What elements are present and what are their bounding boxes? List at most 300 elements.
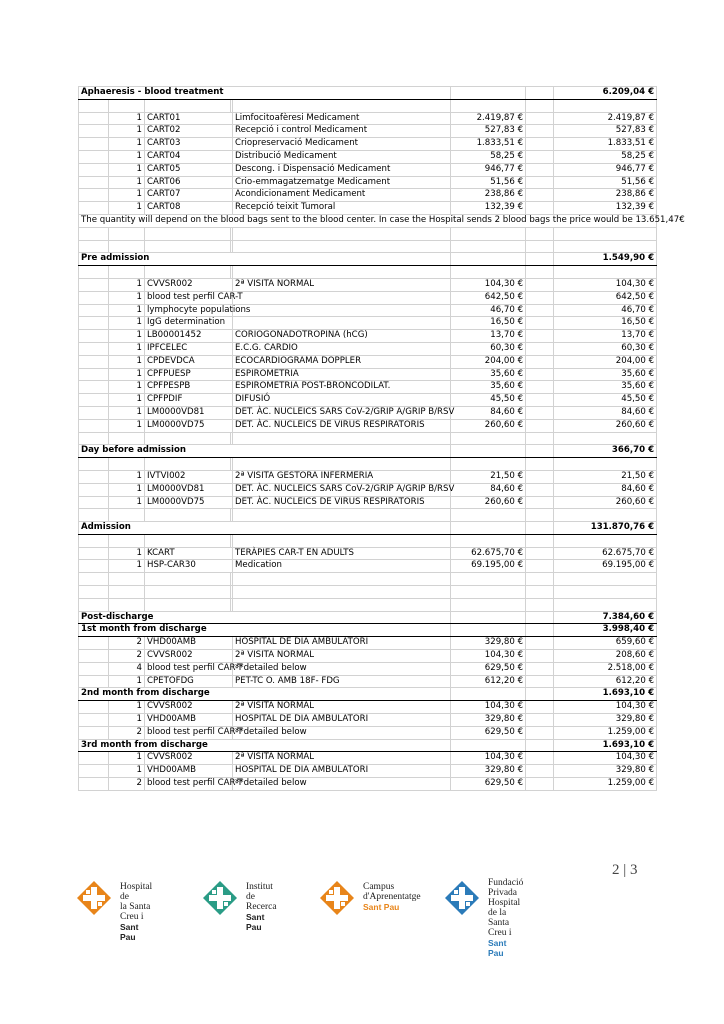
table-row	[79, 752, 657, 765]
empty-cell	[451, 240, 526, 253]
empty-cell	[526, 278, 554, 291]
empty-cell	[109, 99, 145, 112]
empty-cell	[526, 778, 554, 791]
logo-institut-line-2: de Recerca	[246, 892, 277, 912]
empty-cell	[526, 342, 554, 355]
empty-cell	[451, 688, 526, 701]
empty-cell	[526, 432, 554, 445]
section-total: 3.998,40 €	[554, 624, 657, 637]
quantity-cell: 1	[109, 150, 145, 163]
amount-cell: 84,60 €	[554, 483, 657, 496]
unit-price-cell: 132,39 €	[451, 202, 526, 215]
description-cell	[233, 304, 451, 317]
empty-cell	[145, 432, 231, 445]
description-cell: PET-TC O. AMB 18F- FDG	[233, 675, 451, 688]
empty-cell	[526, 662, 554, 675]
empty-cell	[526, 560, 554, 573]
table-row	[79, 406, 657, 419]
empty-cell	[526, 470, 554, 483]
empty-cell	[79, 765, 109, 778]
unit-price-cell: 527,83 €	[451, 125, 526, 138]
unit-price-cell: 329,80 €	[451, 714, 526, 727]
quantity-cell: 2	[109, 637, 145, 650]
empty-cell	[109, 573, 145, 586]
description-cell: ESPIROMETRIA	[233, 368, 451, 381]
hospital-cross-logo-icon	[76, 880, 112, 916]
empty-cell	[526, 304, 554, 317]
amount-cell: 204,00 €	[554, 355, 657, 368]
table-row	[79, 637, 657, 650]
table-row	[79, 650, 657, 663]
table-row	[79, 381, 657, 394]
empty-cell	[451, 253, 526, 266]
empty-cell	[79, 573, 109, 586]
blank-row	[79, 240, 657, 253]
logo-fundacio-line-1: Fundació	[488, 878, 524, 888]
empty-cell	[79, 496, 109, 509]
unit-price-cell: 45,50 €	[451, 394, 526, 407]
description-cell: HOSPITAL DE DIA AMBULATORI	[233, 637, 451, 650]
amount-cell: 21,50 €	[554, 470, 657, 483]
empty-cell	[526, 163, 554, 176]
description-cell: 2ª VISITA NORMAL	[233, 752, 451, 765]
table-row	[79, 189, 657, 202]
description-cell: ESPIROMETRIA POST-BRONCODILAT.	[233, 381, 451, 394]
description-cell: 2ª VISITA NORMAL	[233, 701, 451, 714]
empty-cell	[79, 752, 109, 765]
table-row	[79, 138, 657, 151]
table-row	[79, 675, 657, 688]
code-cell: HSP-CAR30	[145, 560, 233, 573]
quantity-cell: 1	[109, 342, 145, 355]
empty-cell	[526, 726, 554, 739]
empty-cell	[79, 406, 109, 419]
table-row	[79, 470, 657, 483]
code-cell: VHD00AMB	[145, 714, 233, 727]
empty-cell	[554, 586, 657, 599]
quantity-cell: 1	[109, 330, 145, 343]
empty-cell	[145, 227, 231, 240]
empty-cell	[233, 227, 451, 240]
empty-cell	[526, 458, 554, 471]
table-row	[79, 547, 657, 560]
empty-cell	[79, 662, 109, 675]
code-cell: CART02	[145, 125, 233, 138]
empty-cell	[79, 650, 109, 663]
code-cell: CART03	[145, 138, 233, 151]
unit-price-cell: 204,00 €	[451, 355, 526, 368]
unit-price-cell: 35,60 €	[451, 368, 526, 381]
table-row	[79, 701, 657, 714]
empty-cell	[451, 509, 526, 522]
table-row	[79, 355, 657, 368]
section-label: Post-discharge	[79, 611, 451, 624]
unit-price-cell: 62.675,70 €	[451, 547, 526, 560]
table-row	[79, 112, 657, 125]
code-cell: CVVSR002	[145, 701, 233, 714]
logo-campus-tag: Sant Pau	[363, 902, 400, 912]
description-cell: ECOCARDIOGRAMA DOPPLER	[233, 355, 451, 368]
empty-cell	[526, 547, 554, 560]
unit-price-cell: 13,70 €	[451, 330, 526, 343]
table-row	[79, 163, 657, 176]
empty-cell	[79, 637, 109, 650]
empty-cell	[79, 586, 109, 599]
code-cell: CPFPDIF	[145, 394, 233, 407]
empty-cell	[79, 304, 109, 317]
empty-cell	[451, 99, 526, 112]
empty-cell	[233, 432, 451, 445]
section-label: Pre admission	[79, 253, 451, 266]
empty-cell	[79, 112, 109, 125]
quantity-cell: 1	[109, 189, 145, 202]
description-cell	[233, 291, 451, 304]
empty-cell	[526, 176, 554, 189]
amount-cell: 45,50 €	[554, 394, 657, 407]
logo-fundacio-line-2: Privada Hospital	[488, 888, 521, 908]
quantity-cell: 1	[109, 112, 145, 125]
logo-hospital-line-1: Hospital de	[120, 882, 153, 902]
quantity-cell: 1	[109, 304, 145, 317]
logo-campus-line-2: d'Aprenentatge	[363, 892, 421, 902]
empty-cell	[526, 240, 554, 253]
amount-cell: 260,60 €	[554, 419, 657, 432]
logo-hospital-tag: Sant Pau	[120, 922, 139, 942]
code-cell: CVVSR002	[145, 752, 233, 765]
table-row	[79, 765, 657, 778]
page-number: 2 | 3	[612, 862, 638, 878]
empty-cell	[526, 202, 554, 215]
empty-cell	[79, 483, 109, 496]
quantity-cell: 1	[109, 278, 145, 291]
amount-cell: 260,60 €	[554, 496, 657, 509]
quantity-cell: 1	[109, 701, 145, 714]
empty-cell	[109, 227, 145, 240]
amount-cell: 659,60 €	[554, 637, 657, 650]
empty-cell	[451, 87, 526, 100]
quantity-cell: 1	[109, 406, 145, 419]
empty-cell	[79, 176, 109, 189]
description-cell: DET. ÀC. NUCLEICS SARS CoV-2/GRIP A/GRIP B/RSV	[233, 406, 451, 419]
amount-cell: 208,60 €	[554, 650, 657, 663]
section-label: Aphaeresis - blood treatment	[79, 87, 451, 100]
section-label: 1st month from discharge	[79, 624, 451, 637]
institut-cross-logo-icon	[202, 880, 238, 916]
unit-price-cell: 612,20 €	[451, 675, 526, 688]
subsection-header-row	[79, 739, 657, 752]
subsection-header-row	[79, 688, 657, 701]
quantity-cell: 2	[109, 726, 145, 739]
empty-cell	[526, 291, 554, 304]
empty-cell	[526, 509, 554, 522]
blank-row	[79, 534, 657, 547]
empty-cell	[79, 560, 109, 573]
section-total: 1.693,10 €	[554, 739, 657, 752]
unit-price-cell: 84,60 €	[451, 406, 526, 419]
unit-price-cell: 629,50 €	[451, 778, 526, 791]
empty-cell	[233, 458, 451, 471]
unit-price-cell: 329,80 €	[451, 765, 526, 778]
code-cell: blood test perfil CAR-T	[145, 291, 233, 304]
description-cell: 2ª VISITA GESTORA INFERMERIA	[233, 470, 451, 483]
section-total: 1.693,10 €	[554, 688, 657, 701]
unit-price-cell: 2.419,87 €	[451, 112, 526, 125]
empty-cell	[79, 355, 109, 368]
empty-cell	[526, 266, 554, 279]
empty-cell	[451, 534, 526, 547]
empty-cell	[526, 739, 554, 752]
amount-cell: 84,60 €	[554, 406, 657, 419]
amount-cell: 132,39 €	[554, 202, 657, 215]
description-cell: **detailed below	[233, 662, 451, 675]
empty-cell	[79, 509, 109, 522]
unit-price-cell: 260,60 €	[451, 419, 526, 432]
empty-cell	[451, 445, 526, 458]
quantity-cell: 1	[109, 547, 145, 560]
quantity-cell: 1	[109, 163, 145, 176]
empty-cell	[554, 432, 657, 445]
empty-cell	[79, 342, 109, 355]
empty-cell	[79, 675, 109, 688]
amount-cell: 35,60 €	[554, 368, 657, 381]
quantity-cell: 2	[109, 650, 145, 663]
section-total: 6.209,04 €	[554, 87, 657, 100]
amount-cell: 1.259,00 €	[554, 726, 657, 739]
code-cell: CART05	[145, 163, 233, 176]
section-label: 3rd month from discharge	[79, 739, 451, 752]
empty-cell	[79, 547, 109, 560]
empty-cell	[109, 432, 145, 445]
empty-cell	[145, 586, 231, 599]
table-row	[79, 714, 657, 727]
empty-cell	[109, 240, 145, 253]
quantity-cell: 1	[109, 138, 145, 151]
empty-cell	[526, 637, 554, 650]
empty-cell	[554, 573, 657, 586]
code-cell: blood test perfil CAR-T	[145, 726, 233, 739]
unit-price-cell: 104,30 €	[451, 752, 526, 765]
empty-cell	[526, 419, 554, 432]
note-row	[79, 214, 657, 227]
empty-cell	[79, 714, 109, 727]
empty-cell	[233, 240, 451, 253]
amount-cell: 2.518,00 €	[554, 662, 657, 675]
table-row	[79, 778, 657, 791]
empty-cell	[79, 381, 109, 394]
empty-cell	[526, 394, 554, 407]
empty-cell	[145, 458, 231, 471]
empty-cell	[79, 534, 109, 547]
code-cell: LM0000VD75	[145, 419, 233, 432]
empty-cell	[79, 189, 109, 202]
code-cell: LM0000VD75	[145, 496, 233, 509]
code-cell: VHD00AMB	[145, 765, 233, 778]
table-row	[79, 394, 657, 407]
quantity-cell: 1	[109, 470, 145, 483]
empty-cell	[526, 317, 554, 330]
amount-cell: 2.419,87 €	[554, 112, 657, 125]
empty-cell	[233, 534, 451, 547]
table-row	[79, 176, 657, 189]
empty-cell	[233, 266, 451, 279]
empty-cell	[79, 317, 109, 330]
unit-price-cell: 1.833,51 €	[451, 138, 526, 151]
empty-cell	[526, 381, 554, 394]
amount-cell: 35,60 €	[554, 381, 657, 394]
empty-cell	[526, 752, 554, 765]
table-row	[79, 496, 657, 509]
empty-cell	[526, 125, 554, 138]
description-cell: Medication	[233, 560, 451, 573]
empty-cell	[79, 432, 109, 445]
empty-cell	[554, 509, 657, 522]
unit-price-cell: 60,30 €	[451, 342, 526, 355]
code-cell: blood test perfil CAR-T	[145, 662, 233, 675]
amount-cell: 69.195,00 €	[554, 560, 657, 573]
section-header-row	[79, 611, 657, 624]
empty-cell	[109, 586, 145, 599]
description-cell: Crio-emmagatzematge Medicament	[233, 176, 451, 189]
empty-cell	[526, 87, 554, 100]
code-cell: LM0000VD81	[145, 483, 233, 496]
amount-cell: 1.833,51 €	[554, 138, 657, 151]
table-row	[79, 150, 657, 163]
code-cell: CPFPESPB	[145, 381, 233, 394]
section-header-row	[79, 522, 657, 535]
unit-price-cell: 104,30 €	[451, 701, 526, 714]
empty-cell	[526, 598, 554, 611]
unit-price-cell: 69.195,00 €	[451, 560, 526, 573]
description-cell: Limfocitoafèresi Medicament	[233, 112, 451, 125]
empty-cell	[145, 598, 231, 611]
empty-cell	[526, 253, 554, 266]
unit-price-cell: 21,50 €	[451, 470, 526, 483]
empty-cell	[79, 701, 109, 714]
description-cell: Acondicionament Medicament	[233, 189, 451, 202]
code-cell: KCART	[145, 547, 233, 560]
empty-cell	[79, 458, 109, 471]
empty-cell	[526, 189, 554, 202]
amount-cell: 16,50 €	[554, 317, 657, 330]
subsection-header-row	[79, 624, 657, 637]
description-cell: DET. ÀC. NUCLEICS SARS CoV-2/GRIP A/GRIP B/RSV	[233, 483, 451, 496]
blank-row	[79, 227, 657, 240]
code-cell: VHD00AMB	[145, 637, 233, 650]
section-header-row	[79, 445, 657, 458]
empty-cell	[526, 406, 554, 419]
section-total: 366,70 €	[554, 445, 657, 458]
logo-institut-tag: Sant Pau	[246, 912, 265, 932]
description-cell: 2ª VISITA NORMAL	[233, 278, 451, 291]
description-cell: Descong. i Dispensació Medicament	[233, 163, 451, 176]
code-cell: CART06	[145, 176, 233, 189]
empty-cell	[526, 138, 554, 151]
empty-cell	[233, 598, 451, 611]
amount-cell: 527,83 €	[554, 125, 657, 138]
unit-price-cell: 58,25 €	[451, 150, 526, 163]
description-cell: Criopreservació Medicament	[233, 138, 451, 151]
empty-cell	[451, 611, 526, 624]
unit-price-cell: 46,70 €	[451, 304, 526, 317]
empty-cell	[554, 534, 657, 547]
description-cell: E.C.G. CARDIO	[233, 342, 451, 355]
blank-row	[79, 99, 657, 112]
amount-cell: 612,20 €	[554, 675, 657, 688]
empty-cell	[109, 266, 145, 279]
quantity-cell: 1	[109, 483, 145, 496]
empty-cell	[526, 355, 554, 368]
table-row	[79, 419, 657, 432]
empty-cell	[526, 445, 554, 458]
empty-cell	[554, 266, 657, 279]
empty-cell	[79, 368, 109, 381]
amount-cell: 104,30 €	[554, 701, 657, 714]
quantity-cell: 1	[109, 675, 145, 688]
section-total: 1.549,90 €	[554, 253, 657, 266]
empty-cell	[79, 125, 109, 138]
logo-fundacio-tag: Sant Pau	[488, 938, 507, 958]
empty-cell	[145, 573, 231, 586]
description-cell: CORIOGONADOTROPINA (hCG)	[233, 330, 451, 343]
empty-cell	[526, 586, 554, 599]
section-header-row	[79, 87, 657, 100]
quantity-cell: 1	[109, 202, 145, 215]
description-cell: **detailed below	[233, 778, 451, 791]
code-cell: blood test perfil CAR-T	[145, 778, 233, 791]
code-cell: CART07	[145, 189, 233, 202]
quantity-cell: 1	[109, 714, 145, 727]
empty-cell	[526, 483, 554, 496]
amount-cell: 46,70 €	[554, 304, 657, 317]
empty-cell	[109, 534, 145, 547]
empty-cell	[526, 611, 554, 624]
description-cell	[233, 317, 451, 330]
empty-cell	[79, 330, 109, 343]
code-cell: CPDEVDCA	[145, 355, 233, 368]
empty-cell	[451, 624, 526, 637]
empty-cell	[526, 714, 554, 727]
unit-price-cell: 629,50 €	[451, 726, 526, 739]
empty-cell	[526, 99, 554, 112]
fundacio-cross-logo-icon	[444, 880, 480, 916]
unit-price-cell: 51,56 €	[451, 176, 526, 189]
description-cell: HOSPITAL DE DIA AMBULATORI	[233, 714, 451, 727]
description-cell: **detailed below	[233, 726, 451, 739]
section-label: 2nd month from discharge	[79, 688, 451, 701]
empty-cell	[79, 150, 109, 163]
empty-cell	[233, 99, 451, 112]
empty-cell	[526, 330, 554, 343]
blank-row	[79, 598, 657, 611]
amount-cell: 104,30 €	[554, 278, 657, 291]
empty-cell	[79, 99, 109, 112]
table-row	[79, 483, 657, 496]
section-label: Day before admission	[79, 445, 451, 458]
unit-price-cell: 642,50 €	[451, 291, 526, 304]
unit-price-cell: 629,50 €	[451, 662, 526, 675]
code-cell: CART01	[145, 112, 233, 125]
empty-cell	[451, 598, 526, 611]
blank-row	[79, 266, 657, 279]
code-cell: IPFCELEC	[145, 342, 233, 355]
empty-cell	[451, 266, 526, 279]
unit-price-cell: 104,30 €	[451, 278, 526, 291]
quantity-cell: 1	[109, 752, 145, 765]
code-cell: IVTVI002	[145, 470, 233, 483]
code-cell: CPFPUESP	[145, 368, 233, 381]
unit-price-cell: 946,77 €	[451, 163, 526, 176]
amount-cell: 58,25 €	[554, 150, 657, 163]
